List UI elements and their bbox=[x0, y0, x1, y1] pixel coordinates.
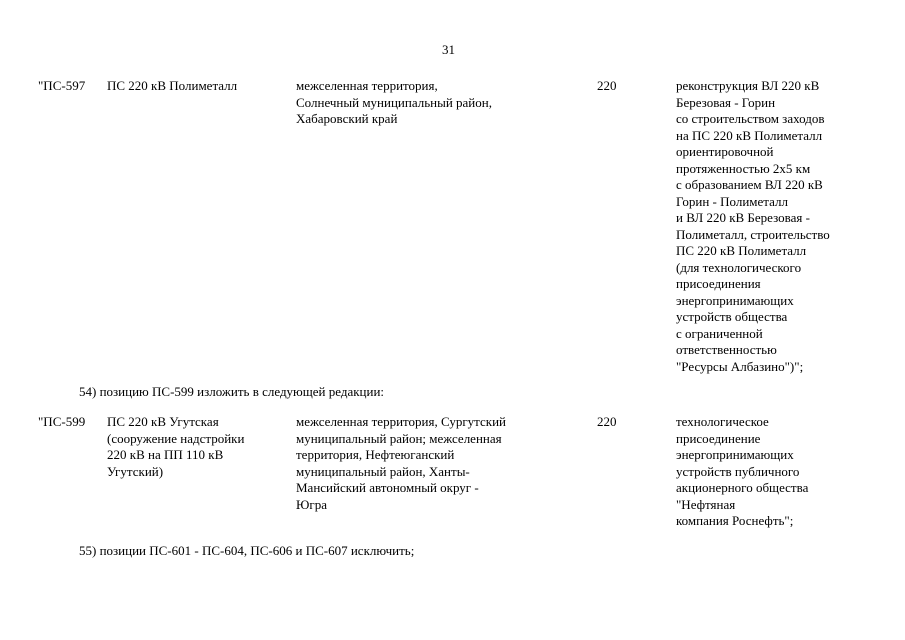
substation-location: межселенная территория, Солнечный муниципальный район, Хабаровский край bbox=[296, 78, 492, 126]
substation-description: технологическое присоединение энергопринимающих устройств публичного акционерного общества "Нефтяная компания Роснефть"; bbox=[676, 414, 809, 528]
substation-voltage: 220 bbox=[597, 414, 617, 429]
substation-description: реконструкция ВЛ 220 кВ Березовая - Горин со строительством заходов на ПС 220 кВ Полиметалл ориентировочной протяженностью 2х5 км с образованием ВЛ 220 кВ Горин - Полиметалл и ВЛ 220 кВ Березовая - Полиметалл, строительство ПС 220 кВ Полиметалл (для технологического присоединения энергопринимающих устройств общества с ограниченной ответственностью "Ресурсы Албазино")"; bbox=[676, 78, 830, 374]
substation-name: ПС 220 кВ Угутская (сооружение надстройки 220 кВ на ПП 110 кВ Угутский) bbox=[107, 414, 245, 479]
substation-code: "ПС-597 bbox=[38, 78, 86, 93]
substation-voltage: 220 bbox=[597, 78, 617, 93]
page-number: 31 bbox=[442, 42, 455, 57]
substation-location: межселенная территория, Сургутский муниципальный район; межселенная территория, Нефтеюганский муниципальный район, Ханты- Мансийский автономный округ - Югра bbox=[296, 414, 506, 512]
substation-name: ПС 220 кВ Полиметалл bbox=[107, 78, 238, 93]
instruction-55: 55) позиции ПС-601 - ПС-604, ПС-606 и ПС-607 исключить; bbox=[79, 543, 415, 558]
instruction-54: 54) позицию ПС-599 изложить в следующей редакции: bbox=[79, 384, 385, 399]
substation-code: "ПС-599 bbox=[38, 414, 86, 429]
